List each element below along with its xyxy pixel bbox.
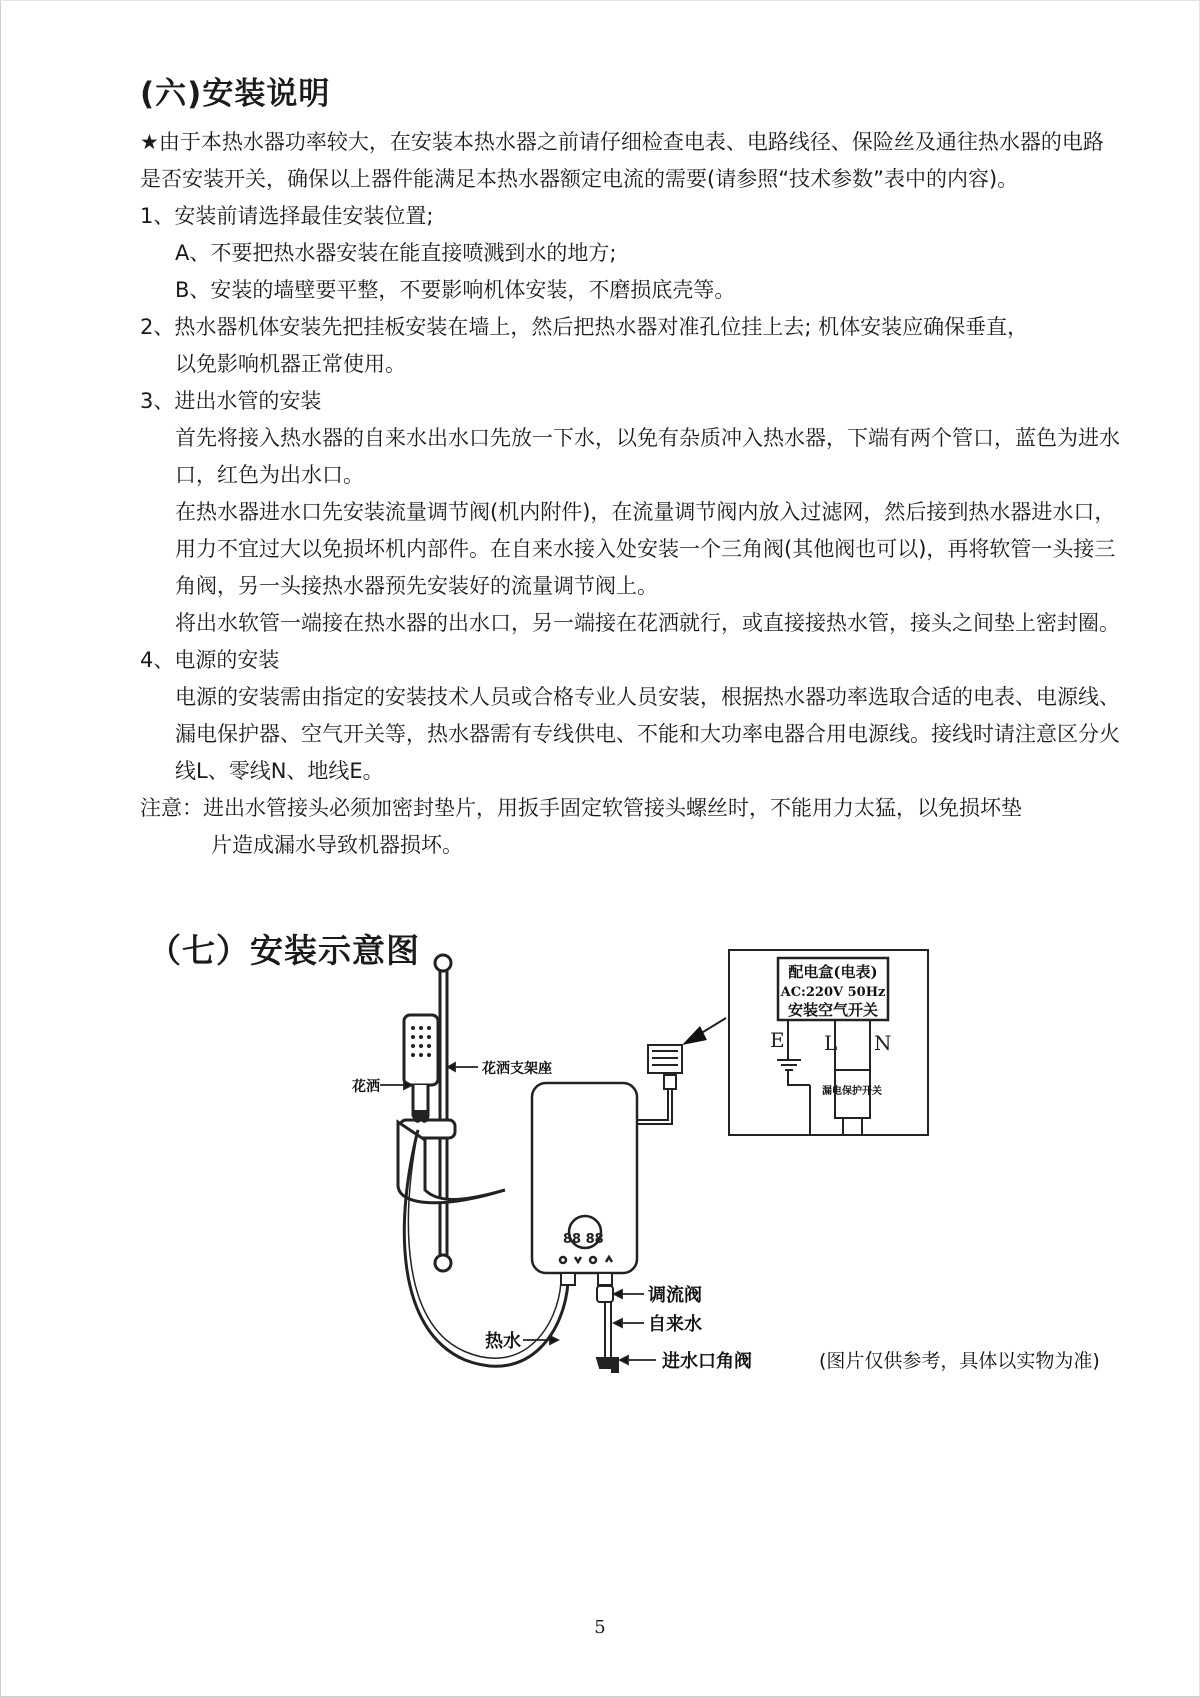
flow-valve-label: 调流阀 (648, 1285, 702, 1306)
leak-protection-label: 漏电保护开关 (822, 1086, 882, 1097)
tap-water-label: 自来水 (648, 1314, 702, 1335)
item-3-paragraph-2: 在热水器进水口先安装流量调节阀(机内附件)，在流量调节阀内放入过滤网，然后接到热水器进水口，用力不宜过大以免损坏机内部件。在自来水接入处安装一个三角阀(其他阀也可以)，再将软管一头接三角阀，另一头接热水器预先安装好的流量调节阀上。 (175, 500, 1116, 598)
note-line-1: 注意：进出水管接头必须加密封垫片，用扳手固定软管接头螺丝时，不能用力太猛，以免损坏垫 (140, 796, 1022, 820)
shower-head-label: 花洒 (352, 1079, 380, 1095)
wire-e-label: E (770, 1028, 785, 1052)
shower-bracket-label: 花洒支架座 (482, 1061, 552, 1077)
note-line-2: 片造成漏水导致机器损坏。 (211, 833, 463, 857)
diagram-title: （七）安装示意图 (148, 931, 420, 970)
item-4: 4、电源的安装 (140, 648, 280, 672)
heater-display: 88 88 (563, 1232, 604, 1247)
box-label-line1: 配电盒(电表) (788, 963, 878, 981)
page-number: 5 (594, 1617, 606, 1638)
box-label-line3: 安装空气开关 (787, 1001, 879, 1019)
inlet-valve-label: 进水口角阀 (662, 1351, 752, 1372)
item-4-paragraph-1: 电源的安装需由指定的安装技术人员或合格专业人员安装，根据热水器功率选取合适的电表、电源线、漏电保护器、空气开关等，热水器需有专线供电、不能和大功率电器合用电源线。接线时请注意区分火线L、零线N、地线E。 (175, 685, 1120, 783)
item-2-line2: 以免影响机器正常使用。 (175, 352, 406, 376)
item-1b: B、安装的墙壁要平整，不要影响机体安装，不磨损底壳等。 (175, 278, 736, 302)
distribution-box-detail (729, 950, 928, 1135)
box-label-line2: AC:220V 50Hz (780, 985, 886, 1000)
item-3-paragraph-3: 将出水软管一端接在热水器的出水口，另一端接在花洒就行，或直接接热水管，接头之间垫上密封圈。 (175, 611, 1120, 635)
hot-water-label: 热水 (485, 1331, 521, 1352)
item-2-line1: 2、热水器机体安装先把挂板安装在墙上，然后把热水器对准孔位挂上去; 机体安装应确保垂直， (140, 315, 1029, 339)
callout-arrow (682, 1018, 726, 1045)
item-1: 1、安装前请选择最佳安装位置; (140, 204, 434, 228)
section-title: (六)安装说明 (140, 76, 331, 112)
wire-n-label: N (874, 1031, 892, 1055)
intro-paragraph: ★由于本热水器功率较大，在安装本热水器之前请仔细检查电表、电路线径、保险丝及通往热水器的电路是否安装开关，确保以上器件能满足本热水器额定电流的需要(请参照“技术参数”表中的内容)。 (140, 130, 1104, 191)
water-heater (532, 1083, 637, 1273)
power-cable (637, 1045, 682, 1124)
diagram-caption: (图片仅供参考，具体以实物为准) (819, 1350, 1100, 1372)
hot-water-outlet (561, 1273, 575, 1285)
wire-l-label: L (824, 1031, 838, 1055)
item-3-paragraph-1: 首先将接入热水器的自来水出水口先放一下水，以免有杂质冲入热水器，下端有两个管口，蓝色为进水口，红色为出水口。 (175, 426, 1120, 487)
item-1a: A、不要把热水器安装在能直接喷溅到水的地方; (175, 241, 617, 265)
item-3: 3、进出水管的安装 (140, 389, 322, 413)
shower-head-icon (404, 1015, 438, 1121)
